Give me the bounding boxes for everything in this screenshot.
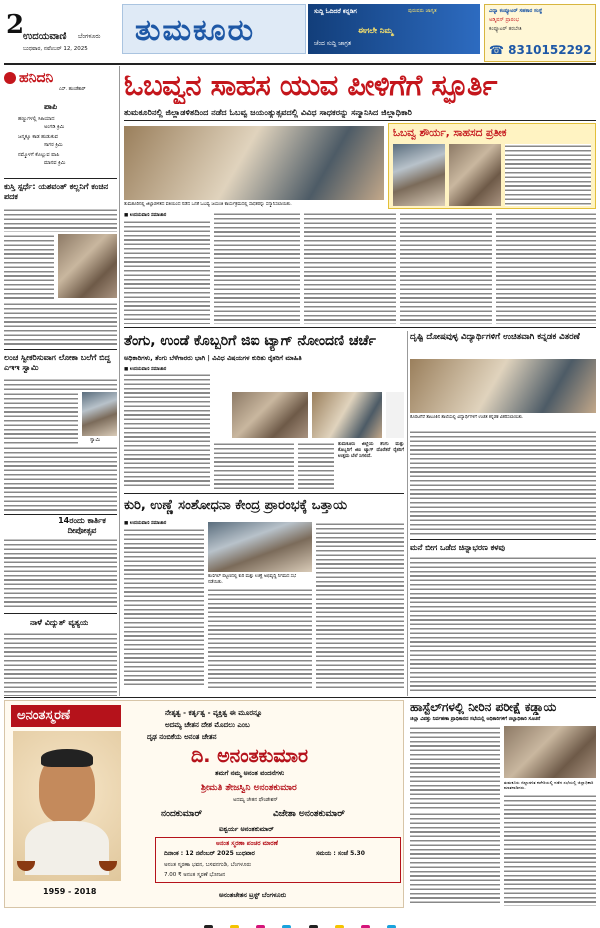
coconut-photo-2 [312,392,382,438]
story-wrestling-title-text: ಕುಸ್ತಿ ಸ್ಪರ್ಧೆ: ಯಶವಂತ್ ಕಲ್ಲನಿಗೆ ಕಂಚಿನ ಪದಕ [4,182,109,201]
sheep-byline: ■ ಉದಯವಾಣಿ ಸಮಾಚಾರ [124,521,167,526]
sheep-headline: ಕುರಿ, ಉಣ್ಣೆ ಸಂಶೋಧನಾ ಕೇಂದ್ರ ಪ್ರಾರಂಭಕ್ಕೆ ಒತ್ತಾಯ [124,498,348,513]
lead-body-col5 [496,212,596,324]
lead-box [388,123,596,209]
poem-line-5: ನಮ್ಮೊಳಗೆ ಕೊಲ್ಲುವ ಪಾಪಿ [18,152,60,158]
coconut-headline: ತೆಂಗು, ಉಂಡೆ ಕೊಬ್ಬರಿಗೆ ಜಿಐ ಟ್ಯಾಗ್ ನೋಂದಣಿ ಚರ್ಚೆ [124,333,376,349]
logo-text: ಹನಿದನಿ [19,70,54,86]
poem-box [4,102,117,182]
sheep-body-1 [124,528,204,688]
lead-body-col4 [400,212,492,324]
obituary-event-time: ಸಮಯ : ಸಂಜೆ 5.30 [316,850,365,857]
logo-author: ಎಸ್. ಹುಂಡೆಕಾರ್ [59,87,86,92]
coconut-quote-box [386,392,404,438]
left-column [4,66,117,566]
obituary-family4: ಐಶ್ವರ್ಯ ಅನಂತಕುಮಾರ್ [219,825,274,833]
sheep-caption: ಕುಣಿಗಲ್ ಪಟ್ಟಣದಲ್ಲಿ ಕುರಿ ಮತ್ತು ಉಣ್ಣೆ ಅಭಿವೃದ್ಧಿ ನಿಗಮದ ಸಭೆ ನಡೆಯಿತು. [208,574,297,585]
box-text [505,144,591,206]
obituary-name: ದಿ. ಅನಂತಕುಮಾರ [191,745,309,767]
lead-body-col1 [124,220,210,324]
obituary-price-line: 7.00 ₹ ಅನಂತ ಸ್ಮರಣೆ ಭೋಜನ [164,872,226,878]
coconut-quote: ತುಮಕೂರು ಜಿಲ್ಲೆಯ ತೆಂಗು ಮತ್ತು ಕೊಬ್ಬರಿಗೆ ಜಿಐ ಟ್ಯಾಗ್ ದೊರೆತರೆ ರೈತರಿಗೆ ಉತ್ತಮ ಬೆಲೆ ಸಿಗಲಿದೆ. [338,442,404,459]
lead-bottom-rule [124,327,596,328]
obituary-tagline: ನೇತೃತ್ವ - ಕರ್ತೃತ್ವ - ವ್ಯಕ್ತಿತ್ವ ಈ ಮೂರನ್ನೂ [165,709,263,717]
divider [4,178,117,179]
ad-mid-line-3: ಈಗಲೇ ನಿಮ್ಮ [358,26,394,35]
portrait-hair [41,749,93,767]
divider [4,613,117,614]
ad-right-line-1: ವಿದ್ಯಾ ಕಂಪ್ಯೂಟರ್ ಸಹಕಾರ ಸಂಸ್ಥೆ [489,8,543,14]
obituary-ad [4,700,404,908]
lead-body-col2 [214,212,300,324]
masthead [0,0,600,64]
swamy-caption: ಸ್ವಾಮಿ [90,437,101,443]
obituary-line3: ದೃಢ ನಂಬಿಕೆಯ ಅನಂತ ಚೇತನ [147,733,217,741]
glasses-title [410,331,596,343]
masthead-ad-middle [308,4,480,54]
story-lokayukta-body [4,378,117,390]
column-separator [119,66,120,696]
coconut-byline: ■ ಉದಯವಾಣಿ ಸಮಾಚಾರ [124,367,167,372]
hostel-caption: ತುಮಕೂರು ಜಿಲ್ಲಾಡಳಿತ ಕಚೇರಿಯಲ್ಲಿ ನಡೆದ ಸಭೆಯಲ್ಲಿ ಜಿಲ್ಲಾಧಿಕಾರಿ ಮಾತನಾಡಿದರು. [504,780,594,791]
obituary-event-title: ಅನಂತ ಸ್ಮರಣಾ ಪಂಚರ ಮಾರಣೆ [216,840,278,847]
story-lokayukta-body-2 [4,392,78,444]
lead-headline: ಓಬವ್ವನ ಸಾಹಸ ಯುವ ಪೀಳಿಗೆಗೆ ಸ್ಫೂರ್ತಿ [124,68,497,102]
coconut-bottom-rule [124,493,404,494]
story-deepotsava-title [44,516,120,536]
lead-body-col3 [304,212,396,324]
coconut-body-3 [298,442,334,490]
section-banner [122,4,306,54]
poem-line-1: ಹಣ್ಣುಗಳಲ್ಲಿ ಸಿಹಿಯಾದ [18,116,55,122]
story-wrestling-body [4,208,117,232]
section-title: ತುಮಕೂರು [135,13,256,48]
obituary-title-band [11,705,121,727]
swamy-photo [82,392,117,436]
obituary-family3: ವಿಜೇತಾ ಅನಂತಕುಮಾರ್ [273,809,345,819]
lead-rule [124,120,596,121]
lead-box-title: ಓಬವ್ವ ಶೌರ್ಯ, ಸಾಹಸದ ಪ್ರತೀಕ [393,127,507,139]
logo-circle-icon [4,72,16,84]
column-separator [407,331,408,696]
story-deepotsava-title-text: 14ರಂದು ಕಾರ್ತಿಕ ದೀಪೋತ್ಸವ [58,516,106,535]
page-number: 2 [6,10,25,40]
hostel-body-1 [410,726,500,810]
date-line: ಬುಧವಾರ, ನವೆಂಬರ್ 12, 2025 [23,46,88,52]
ad-mid-line-1: ಸುದ್ದಿ ಓದಿದರೆ ಕನ್ನಡಿಗ [314,8,357,15]
coconut-body-2 [214,442,294,490]
ad-right-line-2: ಅಡ್ಮಿಷನ್ ಪ್ರಾರಂಭ [489,17,519,23]
hanidani-logo [4,70,117,92]
ad-phone: ☎ 8310152292 [489,43,592,57]
hostel-body-3 [410,812,500,906]
obituary-event-place: ಅನಂತ ಸ್ಮರಣಾ ಭವನ, ಬಸವನಗುಡಿ, ಬೆಂಗಳೂರು [164,862,252,868]
portrait-body [25,821,109,875]
theft-title: ಮನೆ ಬೀಗ ಒಡೆದ ಚಿನ್ನಾಭರಣ ಕಳವು [410,543,506,552]
box-photo-1 [393,144,445,206]
lead-photo [124,126,384,200]
masthead-ad-right [484,4,596,62]
wrestler-photo [58,234,117,298]
story-lokayukta-title [4,353,117,373]
coconut-photo-1 [232,392,308,438]
story-deepotsava-body [4,538,117,610]
poem-line-3: ಜನ್ಮಕ್ಕೂ ಕಾಡ ಹುಡುಕುವ [18,134,58,140]
theft-body [410,556,596,694]
obituary-name-sub: ತಮಗೆ ನಮ್ಮ ಅನಂತ ವಂದನೆಗಳು [215,769,285,777]
section-rule [4,697,596,698]
obituary-family1-role: ಅದಮ್ಯ ಚೇತನ ಫೌಂಡೇಶನ್ [233,797,278,803]
obituary-line2: ಅದಮ್ಯ ಚೇತನ ದೇಶ ಮೊದಲು ಎಂಬ [165,721,250,729]
story-power-body [4,632,117,696]
hostel-subhead: ಜಿಲ್ಲಾ ವಿಪತ್ತು ನಿರ್ವಹಣಾ ಪ್ರಾಧಿಕಾರದ ಸಭೆಯಲ್ಲಿ ಅಧಿಕಾರಿಗಳಿಗೆ ಜಿಲ್ಲಾಧಿಕಾರಿ ಸೂಚನೆ [410,717,541,722]
lead-byline: ■ ಉದಯವಾಣಿ ಸಮಾಚಾರ [124,213,167,218]
story-wrestling-body-3 [4,302,117,346]
obituary-event-box [155,837,401,883]
hostel-photo [504,726,596,778]
ad-mid-line-2: ಪುರುಷರು ಜಾಗೃತ [408,8,437,14]
sheep-body-3 [316,522,404,688]
obituary-footer: ಅನಂತಚೇತನ ಟ್ರಸ್ಟ್ ಬೆಂಗಳೂರು [219,891,287,899]
glasses-body [410,430,596,536]
divider [4,514,117,515]
hostel-headline: ಹಾಸ್ಟೆಲ್‌ಗಳಲ್ಲಿ ನೀರಿನ ಪರೀಕ್ಷೆ ಕಡ್ಡಾಯ [410,700,557,714]
obituary-event-date: ದಿನಾಂಕ : 12 ನವೆಂಬರ್ 2025 ಬುಧವಾರ [164,850,255,857]
coconut-subhead: ಅಧಿಕಾರಿಗಳು, ತೆಂಗು ಬೆಳೆಗಾರರು ಭಾಗಿ | ವಿವಿಧ ವಿಷಯಗಳ ಕುರಿತು ರೈತರಿಗೆ ಮಾಹಿತಿ [124,354,302,362]
obituary-family2: ನಂದಕುಮಾರ್ [161,809,203,819]
edition-city: ಬೆಂಗಳೂರು [78,33,101,40]
print-registration-marks [0,914,600,924]
story-power-title: ನಾಳೆ ವಿದ್ಯುತ್ ವ್ಯತ್ಯಯ [30,618,89,627]
story-lokayukta-body-3 [4,446,117,512]
masthead-rule [4,63,596,65]
obituary-title: ಅನಂತಸ್ಮರಣೆ [17,708,71,723]
obituary-years: 1959 - 2018 [43,887,97,896]
lead-photo-caption: ತುಮಕೂರಿನಲ್ಲಿ ಜಿಲ್ಲಾಡಳಿತದ ವತಿಯಿಂದ ನಡೆದ ಒನಕೆ ಓಬವ್ವ ಜಯಂತಿ ಕಾರ್ಯಕ್ರಮದಲ್ಲಿ ಸಾಧಕರನ್ನು ಸನ್ಮಾನಿಸಲಾಯಿತು. [124,202,292,207]
coconut-body-1 [124,373,210,489]
lead-subhead: ತುಮಕೂರಿನಲ್ಲಿ ಜಿಲ್ಲಾಡಳಿತದಿಂದ ನಡೆದ ಓಬವ್ವ ಜಯಂತ್ಯುತ್ಸವದಲ್ಲಿ ವಿವಿಧ ಸಾಧಕರನ್ನು ಸನ್ಮಾನಿಸಿದ ಜಿಲ್ಲಾಧಿಕಾರಿ [124,107,412,117]
glasses-photo [410,359,596,413]
glasses-title-text: ದೃಷ್ಟಿ ದೋಷವುಳ್ಳ ವಿದ್ಯಾರ್ಥಿಗಳಿಗೆ ಉಚಿತವಾಗಿ ಕನ್ನಡಕ ವಿತರಣೆ [410,332,580,342]
glasses-caption: ಕೊರಟಗೆರೆ ತಾಲೂಕಿನ ಶಾಲೆಯಲ್ಲಿ ವಿದ್ಯಾರ್ಥಿಗಳಿಗೆ ಉಚಿತ ಕನ್ನಡಕ ವಿತರಿಸಲಾಯಿತು. [410,415,524,420]
story-lokayukta-title-text: ಲಂಚ ಸ್ವೀಕರಿಸುವಾಗ ಲೋಕಾ ಬಲೆಗೆ ಬಿದ್ದ ಎಇಇ ಸ್ವಾಮಿ [4,353,111,372]
hostel-body-2 [504,794,596,906]
poem-title: ಪಾಪಿ [44,102,58,111]
poem-line-2: ಅಂಗಡಿ ಕ್ರಿಮಿ [44,124,65,130]
sheep-photo [208,522,312,572]
box-photo-2 [449,144,501,206]
story-wrestling-title [4,182,117,202]
paper-name: ಉದಯವಾಣಿ [23,31,67,42]
ad-right-line-3: ಕಂಪ್ಯೂಟರ್ ತರಬೇತಿ [489,26,522,32]
obituary-family1: ಶ್ರೀಮತಿ ತೇಜಸ್ವಿನಿ ಅನಂತಕುಮಾರ [201,783,297,793]
poem-line-6: ಮಾನವ ಕ್ರಿಮಿ [44,160,66,166]
divider [4,349,117,350]
sheep-body-2 [208,588,312,688]
divider [410,539,596,540]
story-wrestling-body-2 [4,234,54,300]
poem-line-4: ಸಾಗರ ಕ್ರಿಮಿ [44,142,63,148]
ad-mid-line-4: ಚೆಂದ ಸುದ್ದಿ ಜಾಗ್ರತ [314,40,352,47]
